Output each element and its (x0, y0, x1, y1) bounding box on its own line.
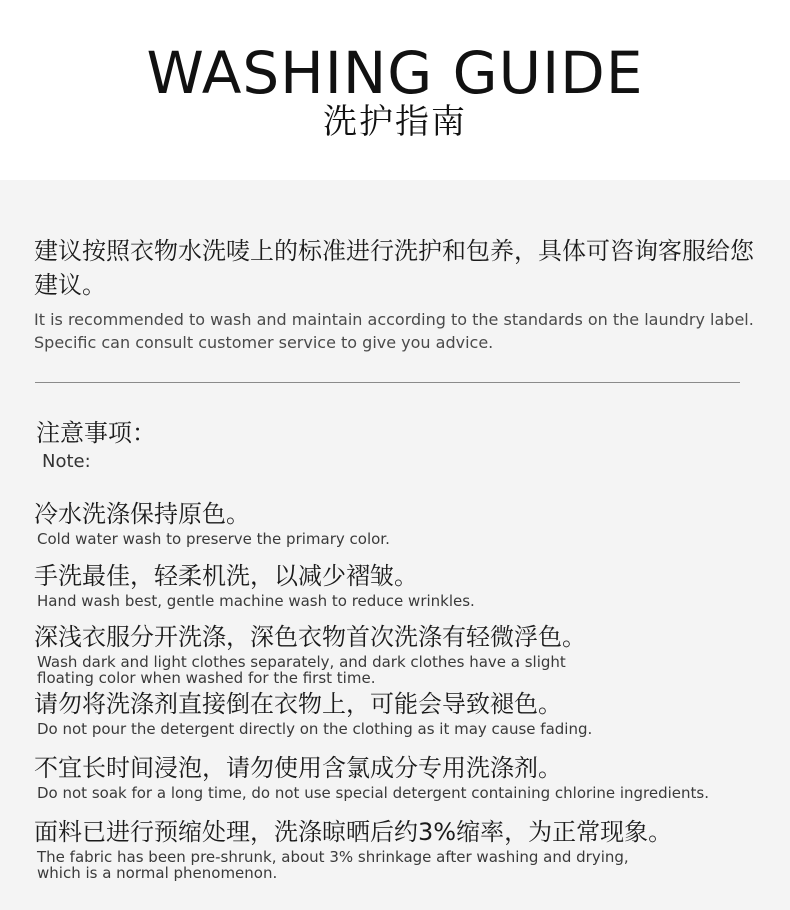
intro-chinese: 建议按照衣物水洗唛上的标准进行洗护和包养，具体可咨询客服给您建议。 (34, 237, 754, 299)
care-instruction-item (34, 498, 764, 547)
washing-guide-content (0, 180, 790, 910)
instruction-english: Cold water wash to preserve the primary color. (37, 530, 390, 548)
instruction-chinese: 冷水洗涤保持原色。 (34, 500, 250, 528)
page-title: WASHING GUIDE (146, 39, 644, 107)
note-heading-english: Note: (42, 451, 91, 472)
instruction-chinese: 不宜长时间浸泡，请勿使用含氯成分专用洗涤剂。 (34, 754, 562, 782)
care-instruction-item (34, 688, 764, 737)
care-instruction-item (34, 816, 764, 881)
instruction-chinese: 请勿将洗涤剂直接倒在衣物上，可能会导致褪色。 (34, 690, 562, 718)
instruction-english: The fabric has been pre-shrunk, about 3% shrinkage after washing and drying, which is a normal phenomenon. (37, 848, 629, 882)
section-divider (35, 382, 740, 383)
instruction-chinese: 面料已进行预缩处理，洗涤晾晒后约3%缩率，为正常现象。 (34, 818, 673, 846)
note-heading-chinese: 注意事项： (36, 419, 156, 447)
intro-english: It is recommended to wash and maintain according to the standards on the laundry label. Specific can consult customer service to give you advice. (34, 310, 754, 352)
instruction-chinese: 手洗最佳，轻柔机洗，以减少褶皱。 (34, 562, 418, 590)
instruction-english: Do not pour the detergent directly on the clothing as it may cause fading. (37, 720, 593, 738)
instruction-english: Wash dark and light clothes separately, and dark clothes have a slight floating color when washed for the first time. (37, 653, 566, 687)
care-instruction-item (34, 621, 764, 686)
instruction-english: Hand wash best, gentle machine wash to reduce wrinkles. (37, 592, 475, 610)
page-subtitle: 洗护指南 (323, 102, 467, 142)
care-instruction-item (34, 752, 764, 801)
instruction-english: Do not soak for a long time, do not use special detergent containing chlorine ingredients. (37, 784, 710, 802)
page-header (0, 0, 790, 180)
instruction-chinese: 深浅衣服分开洗涤，深色衣物首次洗涤有轻微浮色。 (34, 623, 586, 651)
care-instruction-item (34, 560, 764, 609)
